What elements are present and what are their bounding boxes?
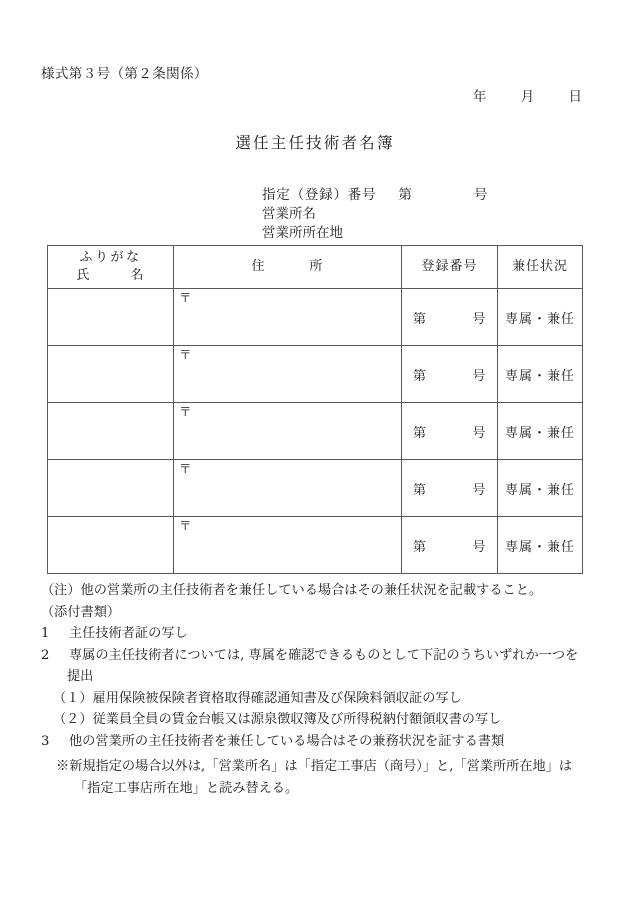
postal-code-icon: 〒 [179, 518, 192, 533]
address-char-sho: 所 [309, 259, 324, 274]
attachment-item-2 [41, 645, 601, 667]
attachment-item-1-number: 1 [41, 626, 50, 641]
cell-address[interactable] [174, 346, 402, 403]
registration-gou: 号 [472, 539, 487, 555]
designation-number-row [262, 186, 487, 205]
registration-gou: 号 [472, 425, 487, 441]
note-remark: （注）他の営業所の主任技術者を兼任している場合はその兼任状況を記載すること。 [41, 583, 543, 598]
postal-code-icon: 〒 [179, 290, 192, 305]
cell-name[interactable] [48, 460, 174, 517]
registration-gou: 号 [472, 482, 487, 498]
column-header-furigana: ふりがな [79, 250, 142, 265]
attachment-item-2-continuation: 提出 [67, 669, 94, 684]
final-note-section [56, 756, 601, 800]
cell-name[interactable] [48, 346, 174, 403]
cell-registration-number[interactable] [402, 460, 498, 517]
table-row [48, 517, 583, 574]
postal-code-icon: 〒 [179, 461, 192, 476]
cell-concurrent-status[interactable]: 専属・兼任 [498, 346, 583, 403]
cell-concurrent-status[interactable]: 専属・兼任 [498, 289, 583, 346]
attachment-item-2-number: 2 [41, 647, 50, 663]
date-entry-line [473, 85, 582, 105]
registration-number-inner [402, 536, 497, 555]
registration-dai: 第 [412, 482, 427, 498]
column-header-concurrent-status: 兼任状況 [498, 246, 583, 289]
engineer-roster-table [47, 245, 583, 574]
designation-number-label: 指定（登録）番号 [262, 187, 377, 203]
attachment-item-2-text: 専属の主任技術者については, 専属を確認できるものとして下記のうちいずれか一つを [69, 647, 579, 663]
registration-dai: 第 [412, 311, 427, 327]
cell-address[interactable] [174, 517, 402, 574]
cell-name[interactable] [48, 517, 174, 574]
final-note-line-2: 「指定工事店所在地」と読み替える。 [74, 781, 299, 796]
cell-concurrent-status[interactable]: 専属・兼任 [498, 403, 583, 460]
date-year-label: 年 [472, 89, 487, 105]
office-address-row: 営業所所在地 [262, 225, 343, 241]
table-body [48, 289, 583, 574]
cell-registration-number[interactable] [402, 403, 498, 460]
table-row [48, 403, 583, 460]
registration-number-inner [402, 479, 497, 498]
attachment-item-3-number: 3 [41, 733, 50, 749]
registration-dai: 第 [412, 539, 427, 555]
final-note-line-1: ※新規指定の場合以外は,「営業所名」は「指定工事店（商号）」と,「営業所所在地」は [56, 759, 573, 774]
registration-gou: 号 [472, 311, 487, 327]
cell-registration-number[interactable] [402, 289, 498, 346]
registration-number-inner [402, 308, 497, 327]
cell-name[interactable] [48, 289, 174, 346]
column-header-registration-number: 登録番号 [402, 246, 498, 289]
form-code-label: 様式第３号（第２条関係） [41, 66, 208, 82]
table-header-row [48, 246, 583, 289]
cell-name[interactable] [48, 403, 174, 460]
cell-registration-number[interactable] [402, 346, 498, 403]
registration-number-inner [402, 422, 497, 441]
name-char-shi: 氏 [76, 268, 91, 283]
column-header-name-label [48, 267, 173, 285]
attachment-item-2-sub-1: （１）雇用保険被保険者資格取得確認通知書及び保険料領収証の写し [53, 690, 462, 706]
cell-concurrent-status[interactable]: 専属・兼任 [498, 517, 583, 574]
cell-concurrent-status[interactable]: 専属・兼任 [498, 460, 583, 517]
column-header-address [174, 246, 402, 289]
cell-address[interactable] [174, 460, 402, 517]
table-row [48, 460, 583, 517]
cell-registration-number[interactable] [402, 517, 498, 574]
attachment-item-2-sub-2: （２）従業員全員の賃金台帳又は源泉徴収簿及び所得税納付額領収書の写し [53, 712, 502, 727]
attachment-item-3 [41, 731, 601, 753]
date-day-label: 日 [568, 89, 582, 105]
address-char-ju: 住 [251, 259, 266, 274]
office-info-block [262, 186, 487, 243]
designation-number-gou: 号 [473, 187, 488, 203]
office-name-row: 営業所名 [262, 206, 316, 222]
attachments-heading: （添付書類） [41, 604, 121, 620]
cell-address[interactable] [174, 289, 402, 346]
table-header [48, 246, 583, 289]
registration-dai: 第 [412, 425, 427, 441]
registration-gou: 号 [472, 368, 487, 384]
attachment-item-3-text: 他の営業所の主任技術者を兼任している場合はその兼務状況を証する書類 [69, 733, 505, 749]
registration-number-inner [402, 365, 497, 384]
date-month-label: 月 [520, 89, 535, 105]
attachment-item-1-text: 主任技術者証の写し [69, 626, 188, 641]
name-char-mei: 名 [130, 268, 145, 283]
registration-dai: 第 [412, 368, 427, 384]
notes-section [41, 580, 601, 752]
page-title: 選任主任技術者名簿 [235, 134, 395, 152]
attachment-item-1 [41, 623, 601, 645]
postal-code-icon: 〒 [179, 404, 192, 419]
postal-code-icon: 〒 [179, 347, 192, 362]
column-header-name [48, 246, 174, 289]
designation-number-dai: 第 [398, 187, 412, 203]
table-row [48, 346, 583, 403]
table-row [48, 289, 583, 346]
cell-address[interactable] [174, 403, 402, 460]
